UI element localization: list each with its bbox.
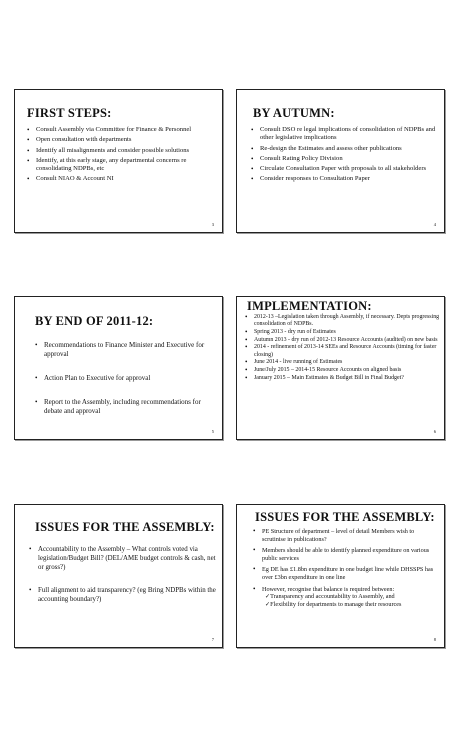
bullet-item: • Action Plan to Executive for approval xyxy=(35,374,211,383)
bullet-list xyxy=(245,314,440,382)
bullet-item: • Eg DE has £1.8bn expenditure in one budget line while DHSSPS has over £3bn expenditure in one line xyxy=(253,566,439,581)
slide-issues-assembly-1 xyxy=(14,504,223,648)
bullet-item: • Consult Rating Policy Division xyxy=(251,155,439,163)
bullet-item: • 2014 - refinement of 2013-14 SEEs and Resource Accounts (timing for faster closing) xyxy=(245,344,440,358)
bullet-item: • Report to the Assembly, including recommendations for debate and approval xyxy=(35,398,211,416)
bullet-item: • January 2015 – Main Estimates & Budget Bill in Final Budget? xyxy=(245,375,440,382)
slide-by-end-2011-12 xyxy=(14,296,223,440)
slide-title: BY AUTUMN: xyxy=(253,106,335,120)
page-number: 3 xyxy=(211,222,214,227)
slide-title: FIRST STEPS: xyxy=(27,106,112,120)
page-number: 4 xyxy=(433,222,436,227)
bullet-item: • PE Structure of department – level of detail Members wish to scrutinise in publications? xyxy=(253,528,439,543)
bullet-item: • Consult NIAO & Account NI xyxy=(27,175,215,183)
slide-title: BY END OF 2011-12: xyxy=(35,314,154,328)
page-number: 6 xyxy=(433,429,436,434)
slide-issues-assembly-2 xyxy=(236,504,445,648)
bullet-item: • 2012-13 –Legislation taken through Assembly, if necessary. Depts progressing consolidation of NDPBs. xyxy=(245,314,440,328)
bullet-item: • Consult Assembly via Committee for Finance & Personnel xyxy=(27,126,215,134)
slide-implementation xyxy=(236,296,445,440)
slide-by-autumn xyxy=(236,89,445,233)
bullet-item: • June 2014 - live running of Estimates xyxy=(245,359,440,366)
bullet-item: • Members should be able to identify planned expenditure on various public services xyxy=(253,547,439,562)
slide-first-steps xyxy=(14,89,223,233)
bullet-item: • Re-design the Estimates and assess other publications xyxy=(251,145,439,153)
bullet-list xyxy=(253,528,439,612)
bullet-item: • Circulate Consultation Paper with proposals to all stakeholders xyxy=(251,165,439,173)
bullet-item: • Identify, at this early stage, any departmental concerns re consolidating NDPBs, etc xyxy=(27,157,215,174)
bullet-item: • Consult DSO re legal implications of consolidation of NDPBs and other legislative implications xyxy=(251,126,439,143)
sub-bullet: ✓Flexibility for departments to manage their resources xyxy=(265,600,402,608)
page-number: 5 xyxy=(211,429,214,434)
slide-title: ISSUES FOR THE ASSEMBLY: xyxy=(255,510,435,524)
page-number: 8 xyxy=(433,637,436,642)
bullet-item: • Identify all misalignments and consider possible solutions xyxy=(27,147,215,155)
bullet-list xyxy=(251,126,439,186)
bullet-item: • Open consultation with departments xyxy=(27,136,215,144)
slide-title: ISSUES FOR THE ASSEMBLY: xyxy=(35,520,215,534)
page-number: 7 xyxy=(211,637,214,642)
sub-bullet: ✓Transparency and accountability to Assembly, and xyxy=(265,593,395,601)
bullet-item: • Recommendations to Finance Minister and Executive for approval xyxy=(35,341,211,359)
bullet-item: • Full alignment to aid transparency? (eg Bring NDPBs within the accounting boundary?) xyxy=(29,586,217,604)
bullet-list xyxy=(27,126,215,186)
bullet-list xyxy=(35,341,211,431)
bullet-item: • Accountability to the Assembly – What controls voted via legislation/Budget Bill? (DEL/AME budget controls & cash, net or gross?) xyxy=(29,545,217,572)
bullet-item: • Spring 2013 - dry run of Estimates xyxy=(245,329,440,336)
bullet-item: • Autumn 2013 - dry run of 2012-13 Resource Accounts (audited) on new basis xyxy=(245,337,440,344)
bullet-list xyxy=(29,545,217,618)
bullet-item: • Consider responses to Consultation Paper xyxy=(251,175,439,183)
slide-title: IMPLEMENTATION: xyxy=(247,299,372,313)
bullet-text: However, recognise that balance is required between: xyxy=(262,585,395,593)
bullet-item-with-subs xyxy=(253,586,439,609)
bullet-item: • June/July 2015 – 2014-15 Resource Accounts on aligned basis xyxy=(245,367,440,374)
